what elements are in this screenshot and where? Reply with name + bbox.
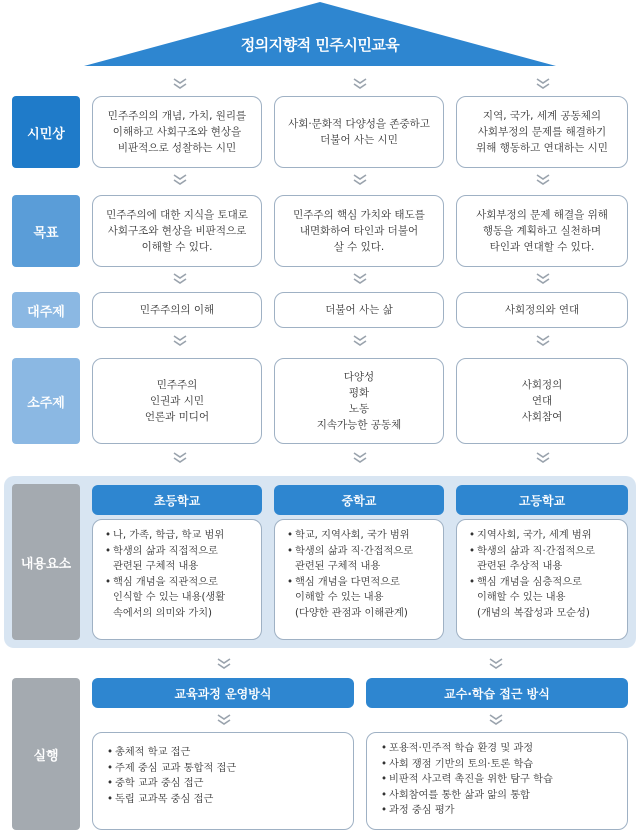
list-item: • 주제 중심 교과 통합적 접근 (107, 761, 343, 777)
major-box-2: 더불어 사는 삶 (274, 292, 444, 328)
citizen-box-2: 사회·문화적 다양성을 존중하고 더불어 사는 시민 (274, 96, 444, 168)
row-label-major: 대주제 (12, 292, 80, 328)
list-item: • 핵심 개념을 다면적으로 이해할 수 있는 내용 (다양한 관점과 이해관계) (287, 575, 435, 622)
list-item: • 핵심 개념을 직관적으로 인식할 수 있는 내용(생활 속에서의 의미와 가치) (105, 575, 253, 622)
major-box-3: 사회정의와 연대 (456, 292, 628, 328)
row-label-content: 내용요소 (12, 484, 80, 640)
school-header-middle: 중학교 (274, 485, 444, 515)
chevron-down-icon (352, 174, 368, 186)
minor-box-2: 다양성 평화 노동 지속가능한 공동체 (274, 358, 444, 444)
list-item: • 사회참여를 통한 삶과 앎의 통합 (381, 788, 617, 804)
goal-box-1: 민주주의에 대한 지식을 토대로 사회구조와 현상을 비판적으로 이해할 수 있다. (92, 195, 262, 267)
row-label-minor: 소주제 (12, 358, 80, 444)
list-item: • 독립 교과목 중심 접근 (107, 792, 343, 808)
list-item: • 포용적·민주적 학습 환경 및 과정 (381, 741, 617, 757)
chevron-down-icon (535, 174, 551, 186)
list-item: • 학생의 삶과 직·간접적으로 관련된 구체적 내용 (287, 544, 435, 575)
list-item: • 지역사회, 국가, 세계 범위 (469, 528, 619, 544)
list-item: • 과정 중심 평가 (381, 803, 617, 819)
chevron-down-icon (172, 273, 188, 285)
minor-box-3: 사회정의 연대 사회참여 (456, 358, 628, 444)
chevron-down-icon (352, 452, 368, 464)
page-title: 정의지향적 민주시민교육 (240, 36, 400, 54)
chevron-down-icon (535, 78, 551, 90)
list-item: • 학교, 지역사회, 국가 범위 (287, 528, 435, 544)
chevron-down-icon (352, 335, 368, 347)
curriculum-list (92, 732, 354, 830)
school-header-elementary: 초등학교 (92, 485, 262, 515)
chevron-down-icon (535, 335, 551, 347)
chevron-down-icon (488, 714, 504, 726)
row-label-goal: 목표 (12, 195, 80, 267)
citizen-box-3: 지역, 국가, 세계 공동체의 사회부정의 문제를 해결하기 위해 행동하고 연대하는 시민 (456, 96, 628, 168)
list-item: • 사회 쟁점 기반의 토의·토론 학습 (381, 757, 617, 773)
goal-box-3: 사회부정의 문제 해결을 위해 행동을 계획하고 실천하며 타인과 연대할 수 있다. (456, 195, 628, 267)
list-item: • 학생의 삶과 직·간접적으로 관련된 추상적 내용 (469, 544, 619, 575)
chevron-down-icon (216, 714, 232, 726)
list-item: • 학생의 삶과 직접적으로 관련된 구체적 내용 (105, 544, 253, 575)
chevron-down-icon (172, 452, 188, 464)
list-item: • 총체적 학교 접근 (107, 745, 343, 761)
list-item: • 비판적 사고력 촉진을 위한 탐구 학습 (381, 772, 617, 788)
list-item: • 핵심 개념을 심층적으로 이해할 수 있는 내용 (개념의 복잡성과 모순성) (469, 575, 619, 622)
list-item: • 나, 가족, 학급, 학교 범위 (105, 528, 253, 544)
school-content-elementary (92, 519, 262, 640)
row-label-practice: 실행 (12, 678, 80, 830)
chevron-down-icon (172, 335, 188, 347)
school-content-middle (274, 519, 444, 640)
chevron-down-icon (352, 273, 368, 285)
list-item: • 중학 교과 중심 접근 (107, 776, 343, 792)
citizen-box-1: 민주주의의 개념, 가치, 원리를 이해하고 사회구조와 현상을 비판적으로 성찰하는 시민 (92, 96, 262, 168)
chevron-down-icon (488, 658, 504, 670)
school-header-high: 고등학교 (456, 485, 628, 515)
chevron-down-icon (172, 174, 188, 186)
minor-box-1: 민주주의 인권과 시민 언론과 미디어 (92, 358, 262, 444)
major-box-1: 민주주의의 이해 (92, 292, 262, 328)
chevron-down-icon (535, 452, 551, 464)
chevron-down-icon (352, 78, 368, 90)
chevron-down-icon (535, 273, 551, 285)
chevron-down-icon (216, 658, 232, 670)
practice-header-curriculum: 교육과정 운영방식 (92, 678, 354, 708)
school-content-high (456, 519, 628, 640)
practice-header-teaching: 교수·학습 접근 방식 (366, 678, 628, 708)
chevron-down-icon (172, 78, 188, 90)
teaching-list (366, 732, 628, 830)
goal-box-2: 민주주의 핵심 가치와 태도를 내면화하여 타인과 더불어 살 수 있다. (274, 195, 444, 267)
row-label-citizen: 시민상 (12, 96, 80, 168)
